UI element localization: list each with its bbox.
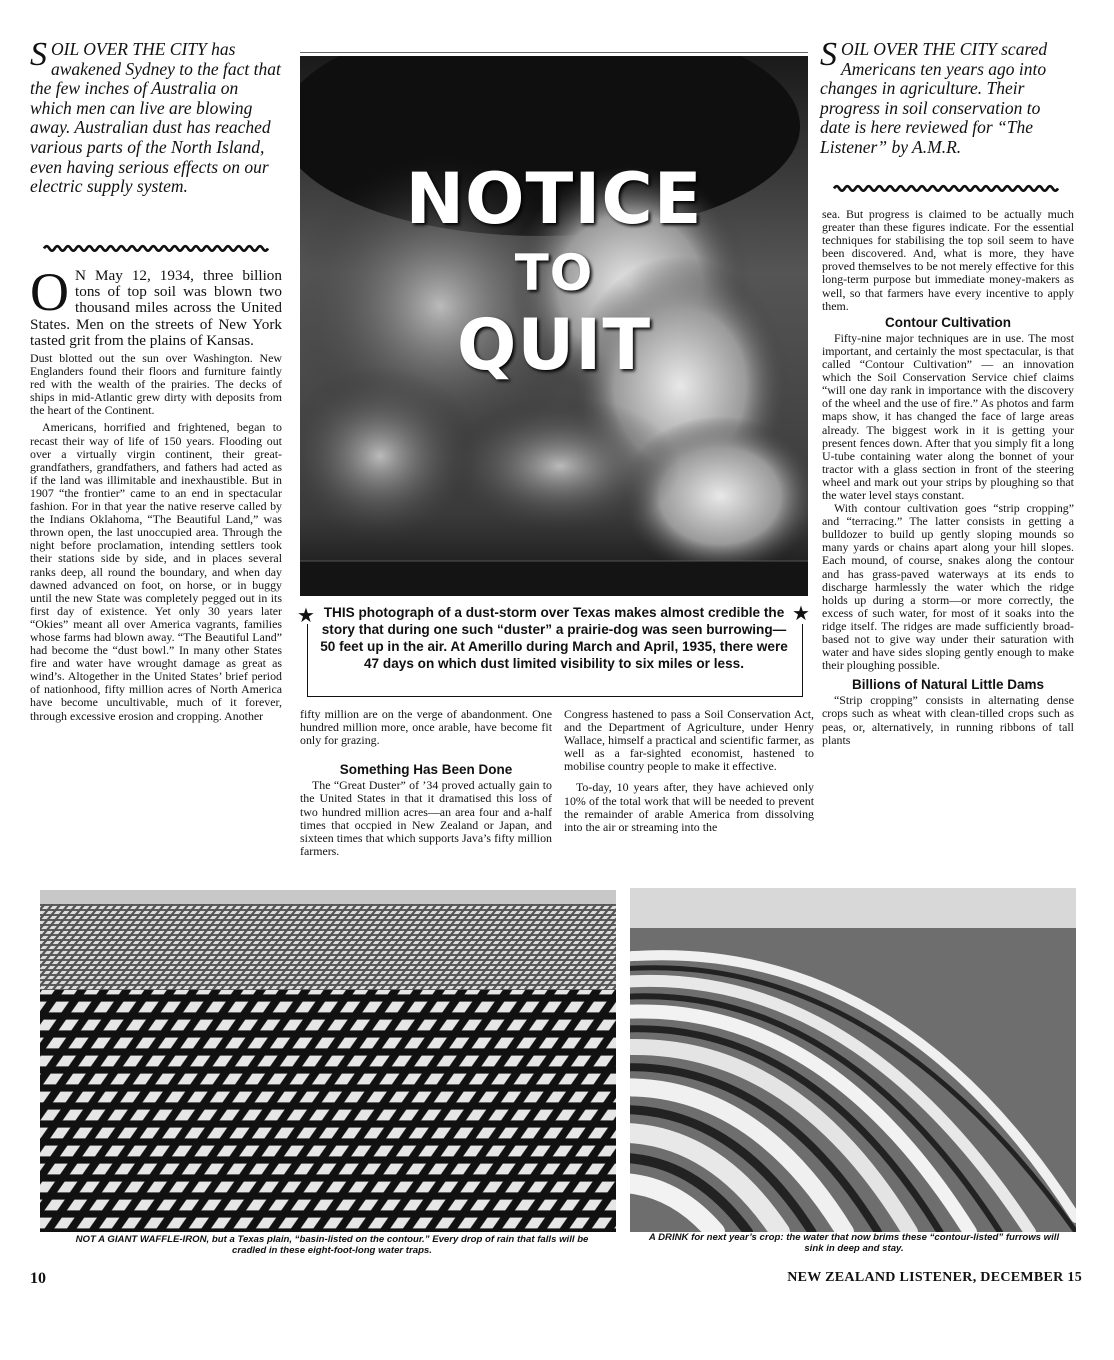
column-4-p2: Fifty-nine major techniques are in use. The most important, and certainly the most spectacular, is that called “Contour Cultivation” — an innovation which the Soil Conservation Service chief claims “will one day rank in importance with the discovery of the wheel and the use of fire.” As photos and farm maps show, it has changed the face of large areas already. The biggest work in it is getting your present fences down. After that you simply fit a long U-tube containing water along the bonnet of your tractor with a glass section in front of the steering wheel and mark out your strips by ploughing so that the water level stays constant. bbox=[822, 330, 1074, 502]
caption-star-left: ★ bbox=[297, 605, 315, 627]
right-intro-text: OIL OVER THE CITY scared Americans ten years ago into changes in agriculture. Their progress in soil conservation to date is here reviewed for “The Listener” by A.M.R. bbox=[820, 39, 1048, 157]
column-2-p2: The “Great Duster” of ’34 proved actually gain to the United States in that it dramatised this loss of two hundred million acres—an area four and a-half times that occpied in New Zealand or Japan, and sixteen times that which supports Java’s fifty million farmers. bbox=[300, 778, 552, 858]
column-1 bbox=[30, 262, 282, 723]
contour-furrows-photo bbox=[630, 888, 1076, 1232]
waffle-field-image bbox=[40, 890, 616, 1232]
column-4-p1: sea. But progress is claimed to be actually much greater than these figures indicate. For the essential techniques for stabilising the top soil seem to have been discovered. And, what is more, they have proved themselves to be not merely effective for this long-term purpose but immediate money-makers as well, so that farmers have every incentive to apply them. bbox=[822, 207, 1074, 313]
column-2-p1: fifty million are on the verge of abandonment. One hundred million more, once arable, have become fit only for grazing. bbox=[300, 707, 552, 748]
column-4 bbox=[822, 208, 1074, 747]
column-4-p4: “Strip cropping” consists in alternating dense crops such as wheat with clean-tilled crops such as peas, or, alternatively, in running ribbons of tall plants bbox=[822, 693, 1074, 747]
headline-notice: NOTICE bbox=[405, 158, 703, 240]
left-intro-text: OIL OVER THE CITY has awakened Sydney to the fact that the few inches of Australia on which men can live are blowing away. Australian dust has reached various parts of the North Island, even having serious effects on our electric supply system. bbox=[30, 39, 281, 197]
drop-cap: O bbox=[30, 262, 69, 322]
headline-quit: QUIT bbox=[456, 304, 652, 386]
caption-star-right: ★ bbox=[792, 603, 810, 625]
heading-something-done: Something Has Been Done bbox=[339, 762, 513, 778]
right-intro bbox=[820, 36, 1072, 158]
column-3-p2: To-day, 10 years after, they have achieved only 10% of the total work that will be needed to prevent the remainder of arable America from dissolving into the air or streaming into the bbox=[564, 780, 814, 834]
column-1-body bbox=[30, 352, 282, 723]
headline-to: TO bbox=[514, 244, 594, 302]
right-intro-divider bbox=[820, 184, 1072, 192]
left-intro-cap: S bbox=[30, 36, 47, 73]
column-1-p2: Americans, horrified and frightened, began to recast their way of life of 150 years. Flooding out over a virtually virgin continent, their great-grandfathers, grandfathers, and fathers had acted as if the land was illimitable and inexhaustible. But in 1907 “the frontier” came to an end in spectacular fashion. For in that year the native reserve called by the Indians Oklahoma, “The Beautiful Land,” was thrown open, the last unoccupied area. Through the night before proclamation, intending settlers took their stations side by side, and in places several ranks deep, all round the boundary, and when day dawned advanced on foot, on horse, or in buggy until the new State was completely pegged out in its first day of existence. Yet only 30 years later “Okies” meant all over America vagrants, families whose farms had blown away. “The Beautiful Land” had become the “dust bowl.” In many other States fire and water have wrought damage as great as wind’s. Altogether in the United States’ brief period of nationhood, fifty million acres of North America have become uncultivable, much of it forever, through excessive erosion and cropping. Another bbox=[30, 420, 282, 723]
column-4-p3: With contour cultivation goes “strip cropping” and “terracing.” The latter consists in getting a bulldozer to build up gently sloping mounds so many yards or chains apart along your hill slopes. Each mound, of course, snakes along the contour and has grass-paved waterways at its ends to discharge harmlessly the water which the ridge holds up during a storm—or more correctly, the excess of such water, for most of it soaks into the ridge itself. The ridges are made sufficiently broad-based not to give way under their saturation with water and have sides sloping gently enough to make their ploughing possible. bbox=[822, 501, 1074, 673]
lead-text: N May 12, 1934, three billion tons of top soil was blown two thousand miles across the United States. Men on the streets of New York tasted grit from the plains of Kansas. bbox=[30, 267, 282, 349]
publication-line: NEW ZEALAND LISTENER, DECEMBER 15 bbox=[787, 1270, 1082, 1285]
contour-caption: A DRINK for next year’s crop: the water that now brims these “contour-listed” furrows will sink in deep and stay. bbox=[648, 1232, 1060, 1254]
top-rule bbox=[300, 52, 808, 53]
heading-contour-cultivation: Contour Cultivation bbox=[885, 314, 1011, 330]
page-number: 10 bbox=[30, 1270, 46, 1287]
contour-furrows-image bbox=[630, 888, 1076, 1232]
lead-paragraph bbox=[30, 262, 282, 349]
column-3-p1: Congress hastened to pass a Soil Conservation Act, and the Department of Agriculture, under Henry Wallace, himself a practical and scientific farmer, as well as a far-sighted economist, hastened to mobilise country people to make it effective. bbox=[564, 707, 814, 774]
left-intro bbox=[30, 36, 282, 197]
left-intro-divider bbox=[30, 244, 282, 252]
heading-billions-dams: Billions of Natural Little Dams bbox=[851, 677, 1045, 693]
column-2 bbox=[300, 708, 552, 858]
waffle-caption: NOT A GIANT WAFFLE-IRON, but a Texas plain, “basin-listed on the contour.” Every drop of rain that falls will be cradled in these eight-foot-long water traps. bbox=[75, 1234, 589, 1256]
photo-caption: THIS photograph of a dust-storm over Texas makes almost credible the story that during one such “duster” a prairie-dog was seen burrowing—50 feet up in the air. At Amerillo during March and April, 1935, there were 47 days on which dust limited visibility to six miles or less. bbox=[320, 605, 788, 671]
dust-storm-photo bbox=[300, 56, 808, 596]
column-3 bbox=[564, 708, 814, 834]
waffle-field-photo bbox=[40, 890, 616, 1232]
column-1-p1: Dust blotted out the sun over Washington. New Englanders found their floors and furniture faintly red with the wealth of the prairies. The decks of ships in mid-Atlantic grew dirty with deposits from the heart of the Continent. bbox=[30, 351, 282, 418]
right-intro-cap: S bbox=[820, 36, 837, 73]
